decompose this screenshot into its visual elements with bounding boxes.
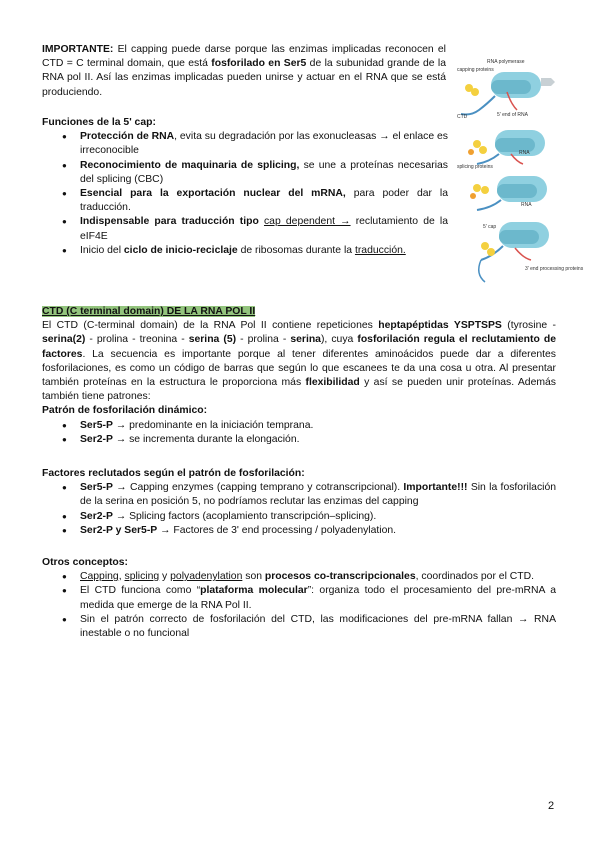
list-item: ● Esencial para la exportación nuclear del mRNA, para poder dar la traducción.: [42, 187, 448, 215]
panel-capping: [457, 59, 555, 120]
list-item: ● Ser2-P → Splicing factors (acoplamiento transcripción–splicing).: [42, 510, 556, 524]
label-capping: capping proteins: [457, 67, 494, 73]
intro-label: IMPORTANTE:: [42, 44, 114, 55]
panel-3end: [479, 222, 584, 282]
factors-list: [42, 481, 556, 538]
cap-heading: Funciones de la 5' cap:: [42, 117, 156, 128]
label-rna-pol: RNA polymerase: [487, 59, 525, 65]
label-cap: 5' cap: [483, 224, 497, 230]
list-item: ● El CTD funciona como “plataforma molecular”: organiza todo el procesamiento del pre-mRNA a medida que emerge de la RNA Pol II.: [42, 584, 556, 612]
label-splicing: splicing proteins: [457, 164, 493, 170]
label-processing: 3' end processing proteins: [525, 266, 584, 272]
list-item: ● Indispensable para traducción tipo cap dependent → reclutamiento de la eIF4E: [42, 215, 448, 243]
factors-heading: Factores reclutados según el patrón de fosforilación:: [42, 468, 305, 479]
intro-paragraph: IMPORTANTE: El capping puede darse porque las enzimas implicadas reconocen el CTD = C terminal domain, que está fosforilado en Ser5 de la subunidad grande de la RNA pol II. Así las enzimas implicadas pueden unirse y actuar en el RNA que se está produciendo.: [42, 44, 446, 98]
list-item: ● Ser5-P → predominante en la iniciación temprana.: [42, 419, 556, 433]
list-item: ● Capping, splicing y polyadenylation son procesos co-transcripcionales, coordinados por el CTD.: [42, 570, 556, 584]
rna-pol-processing-figure: [455, 58, 584, 290]
cap-functions-section: [42, 116, 448, 258]
list-item: ● Reconocimiento de maquinaria de splicing, se une a proteínas necesarias del splicing (CBC): [42, 159, 448, 187]
label-5end: 5' end of RNA: [497, 112, 528, 118]
page-number: 2: [548, 800, 555, 812]
otros-list: [42, 570, 556, 641]
list-item: ● Ser5-P → Capping enzymes (capping temprano y cotranscripcional). Importante!!! Sin la fosforilación de la serina en posición 5, no podríamos reclutar las enzimas del capping: [42, 481, 556, 509]
pattern-list: [42, 419, 556, 447]
label-ctd: CTD: [457, 114, 468, 120]
ctd-title: CTD (C terminal domain) DE LA RNA POL II: [42, 306, 256, 317]
list-item: ● Protección de RNA, evita su degradación por las exonucleasas → el enlace es irreconocible: [42, 130, 448, 158]
list-item: ● Ser2-P y Ser5-P → Factores de 3' end processing / polyadenylation.: [42, 524, 556, 538]
otros-heading: Otros conceptos:: [42, 557, 129, 568]
list-item: ● Inicio del ciclo de inicio-reciclaje de ribosomas durante la traducción.: [42, 244, 448, 258]
ctd-section: [42, 305, 556, 447]
list-item: ● Ser2-P → se incrementa durante la elongación.: [42, 433, 556, 447]
ctd-paragraph: El CTD (C-terminal domain) de la RNA Pol II contiene repeticiones heptapéptidas YSPTSPS (tyrosine - serina(2) - prolina - treonina - serina (5) - prolina - serina), cuya fosforilación regula el reclutamiento de factores. La secuencia es importante porque al tener diferentes aminoácidos puede dar a diferentes fosforilaciones, es como un código de barras que según lo que escanees te da una cosa u otra. Al presentar también proteínas en la estructura le proporciona más flexibilidad y así se pueden unir proteínas. Además también tiene patrones:: [42, 320, 557, 403]
cap-list: [42, 130, 448, 258]
factors-section: [42, 467, 556, 538]
otros-section: [42, 556, 556, 641]
label-rna-2: RNA: [521, 202, 532, 208]
panel-splicing: [457, 130, 545, 170]
list-item: ● Sin el patrón correcto de fosforilación del CTD, las modificaciones del pre-mRNA fallan → RNA inestable o no funcional: [42, 613, 556, 641]
label-rna-1: RNA: [519, 150, 530, 156]
panel-polyadenylation: [470, 176, 547, 210]
pattern-heading: Patrón de fosforilación dinámico:: [42, 405, 208, 417]
